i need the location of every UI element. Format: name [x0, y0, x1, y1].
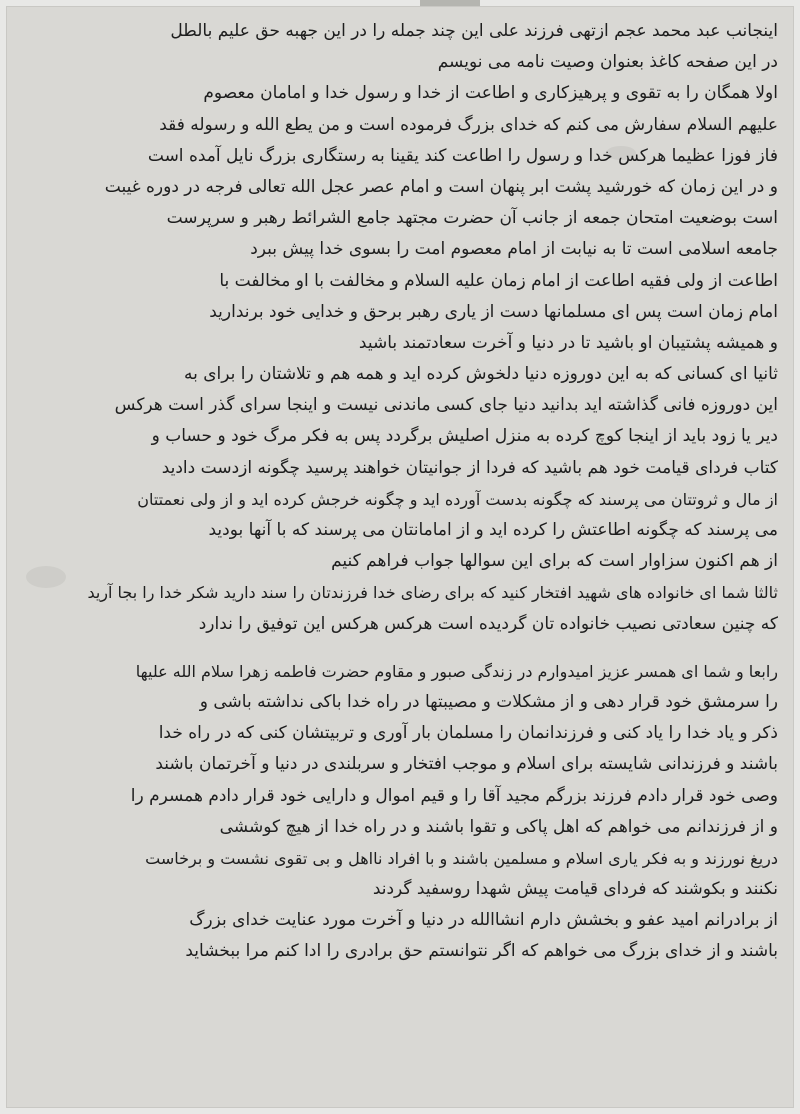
text-line: که چنین سعادتی نصیب خانواده تان گردیده است هرکس هرکس این توفیق را ندارد [198, 613, 778, 634]
text-line: ذکر و یاد خدا را یاد کنی و فرزندانمان را مسلمان بار آوری و تربیتشان کنی که در راه خدا [158, 723, 778, 744]
text-line: وصی خود قرار دادم فرزند بزرگم مجید آقا را و قیم اموال و دارایی خود قرار دادم همسرم را [130, 785, 778, 806]
text-line: را سرمشق خود قرار دهی و از مشکلات و مصیبتها در راه خدا باکی نداشته باشی و [199, 691, 778, 712]
text-lines [22, 16, 778, 1098]
text-line: می پرسند که چگونه اطاعتش را کرده اید و از امامانتان می پرسند که با آنها بودید [208, 520, 778, 540]
text-line: دریغ نورزند و به فکر یاری اسلام و مسلمین باشند و با افراد نااهل و بی تقوی نشست و برخاست [145, 848, 778, 868]
text-line: باشند و از خدای بزرگ می خواهم که اگر نتوانستم حق برادری را ادا کنم مرا ببخشاید [185, 941, 778, 962]
text-line: اولا همگان را به تقوی و پرهیزکاری و اطاعت از خدا و رسول خدا و امامان معصوم [203, 83, 778, 104]
text-line: و از فرزندانم می خواهم که اهل پاکی و تقوا باشند و در راه خدا از هیچ کوششی [219, 816, 778, 837]
text-line: جامعه اسلامی است تا به نیابت از امام معصوم امت را بسوی خدا پیش ببرد [250, 239, 778, 260]
text-line: اطاعت از ولی فقیه اطاعت از امام زمان علیه السلام و مخالفت با او مخالفت با [219, 270, 778, 291]
text-line: از برادرانم امید عفو و بخشش دارم انشاالله در دنیا و آخرت مورد عنایت خدای بزرگ [189, 910, 778, 931]
text-line: است بوضعیت امتحان جمعه از جانب آن حضرت مجتهد جامع الشرائط رهبر و سرپرست [166, 208, 778, 229]
text-line: باشند و فرزندانی شایسته برای اسلام و موجب افتخار و سربلندی در دنیا و آخرتمان باشند [155, 754, 778, 775]
text-line: فاز فوزا عظیما هرکس خدا و رسول را اطاعت کند یقینا به رستگاری بزرگ نایل آمده است [147, 145, 778, 166]
text-line: و همیشه پشتیبان او باشید تا در دنیا و آخرت سعادتمند باشید [358, 332, 778, 353]
text-line: امام زمان است پس ای مسلمانها دست از یاری رهبر برحق و خدایی خود برندارید [209, 301, 778, 322]
text-line: از هم اکنون سزاوار است که برای این سوالها جواب فراهم کنیم [331, 551, 778, 572]
text-line: رابعا و شما ای همسر عزیز امیدوارم در زندگی صبور و مقاوم حضرت فاطمه زهرا سلام الله علیها [135, 661, 778, 681]
text-line: اینجانب عبد محمد عجم ازتهی فرزند علی این چند جمله را در این جهبه حق علیم بالطل [170, 21, 778, 41]
text-line: ثالثا شما ای خانواده های شهید افتخار کنید که برای رضای خدا فرزندتان را سند دارید شکر خدا را بجا آرید [87, 583, 778, 603]
text-line: علیهم السلام سفارش می کنم که خدای بزرگ فرموده است و من یطع الله و رسوله فقد [159, 114, 778, 135]
handwritten-will-paper [6, 6, 794, 1108]
text-line: و در این زمان که خورشید پشت ابر پنهان است و امام عصر عجل الله تعالی فرجه در دوره غیبت [104, 176, 778, 197]
text-line: این دوروزه فانی گذاشته اید بدانید دنیا جای کسی ماندنی نیست و اینجا سرای گذر است هرکس [114, 395, 778, 416]
text-line: کتاب فردای قیامت خود هم باشید که فردا از جوانیتان خواهند پرسید چگونه ازدست دادید [161, 457, 778, 478]
text-line: در این صفحه کاغذ بعنوان وصیت نامه می نویسم [437, 52, 778, 73]
text-line: از مال و ثروتتان می پرسند که چگونه بدست آورده اید و چگونه خرجش کرده اید و از ولی نعمتتان [137, 489, 778, 509]
text-line: ثانیا ای کسانی که به این دوروزه دنیا دلخوش کرده اید و همه هم و تلاشتان را برای به [184, 364, 778, 385]
text-line: نکنند و بکوشند که فردای قیامت پیش شهدا روسفید گردند [372, 879, 778, 900]
paragraph-gap [22, 640, 778, 656]
text-line: دیر یا زود باید از اینجا کوچ کرده به منزل اصلیش برگردد پس به فکر مرگ خود و حساب و [151, 426, 778, 447]
